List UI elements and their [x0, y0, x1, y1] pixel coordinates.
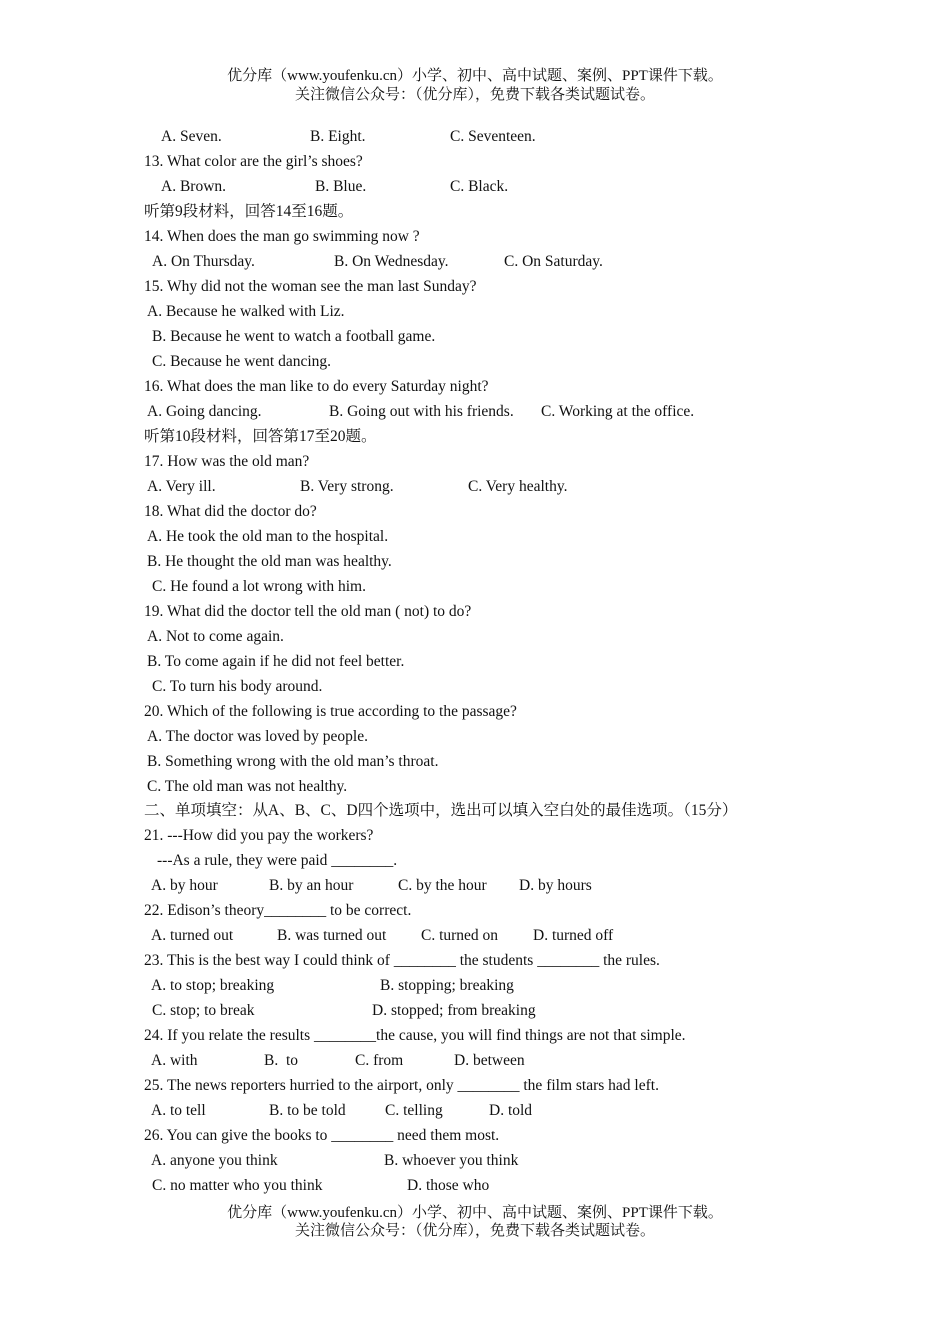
q23-option-a: A. to stop; breaking — [151, 977, 275, 994]
q24-stem: 24. If you relate the results ________the cause, you will find things are not that simple. — [144, 1027, 686, 1044]
q16-stem: 16. What does the man like to do every Saturday night? — [144, 378, 489, 395]
q20-option-c: C. The old man was not healthy. — [147, 778, 348, 795]
q16-option-b: B. Going out with his friends. — [329, 403, 514, 420]
q24-option-b: B. to — [264, 1052, 299, 1069]
q26-option-d: D. those who — [407, 1177, 490, 1194]
q20-stem: 20. Which of the following is true according to the passage? — [144, 703, 517, 720]
q18-option-b: B. He thought the old man was healthy. — [147, 553, 392, 570]
q17-option-c: C. Very healthy. — [468, 478, 568, 495]
q17-option-a: A. Very ill. — [147, 478, 216, 495]
q25-option-c: C. telling — [385, 1102, 443, 1119]
q22-option-b: B. was turned out — [277, 927, 387, 944]
q13-option-b: B. Blue. — [315, 178, 367, 195]
footer-line-2: 关注微信公众号：（优分库），免费下载各类试题试卷。 — [294, 1223, 655, 1239]
q21-option-a: A. by hour — [151, 877, 218, 894]
q25-stem: 25. The news reporters hurried to the airport, only ________ the film stars had left. — [144, 1077, 659, 1094]
q23-option-b: B. stopping; breaking — [380, 977, 514, 994]
q22-option-d: D. turned off — [533, 927, 614, 944]
q24-option-d: D. between — [454, 1052, 525, 1069]
q12-option-b: B. Eight. — [310, 128, 366, 145]
q24-option-a: A. with — [151, 1052, 198, 1069]
q23-option-d: D. stopped; from breaking — [372, 1002, 536, 1019]
q17-option-b: B. Very strong. — [300, 478, 394, 495]
q15-option-a: A. Because he walked with Liz. — [147, 303, 345, 320]
q21-option-c: C. by the hour — [398, 877, 487, 894]
q25-option-b: B. to be told — [269, 1102, 346, 1119]
q15-option-c: C. Because he went dancing. — [152, 353, 332, 370]
q24-option-c: C. from — [355, 1052, 404, 1069]
q20-option-b: B. Something wrong with the old man’s throat. — [147, 753, 439, 770]
q23-stem: 23. This is the best way I could think of ________ the students ________ the rules. — [144, 952, 660, 969]
q21-option-d: D. by hours — [519, 877, 592, 894]
q26-stem: 26. You can give the books to ________ need them most. — [144, 1127, 500, 1144]
q18-stem: 18. What did the doctor do? — [144, 503, 317, 520]
q16-option-a: A. Going dancing. — [147, 403, 262, 420]
header-line-2: 关注微信公众号：（优分库），免费下载各类试题试卷。 — [294, 87, 655, 103]
q16-option-c: C. Working at the office. — [541, 403, 695, 420]
q19-option-b: B. To come again if he did not feel better. — [147, 653, 405, 670]
q13-option-c: C. Black. — [450, 178, 509, 195]
q22-option-a: A. turned out — [151, 927, 234, 944]
q23-option-c: C. stop; to break — [152, 1002, 255, 1019]
q15-stem: 15. Why did not the woman see the man last Sunday? — [144, 278, 477, 295]
q17-stem: 17. How was the old man? — [144, 453, 310, 470]
q14-stem: 14. When does the man go swimming now ? — [144, 228, 420, 245]
q18-option-c: C. He found a lot wrong with him. — [152, 578, 366, 595]
q13-option-a: A. Brown. — [161, 178, 227, 195]
q25-option-a: A. to tell — [151, 1102, 206, 1119]
section-9-instruction: 听第9段材料，回答14至16题。 — [144, 203, 354, 220]
q19-stem: 19. What did the doctor tell the old man ( not) to do? — [144, 603, 472, 620]
q20-option-a: A. The doctor was loved by people. — [147, 728, 368, 745]
q14-option-b: B. On Wednesday. — [334, 253, 449, 270]
section-10-instruction: 听第10段材料，回答第17至20题。 — [144, 428, 377, 445]
q19-option-a: A. Not to come again. — [147, 628, 284, 645]
q22-option-c: C. turned on — [421, 927, 499, 944]
q26-option-b: B. whoever you think — [384, 1152, 519, 1169]
q15-option-b: B. Because he went to watch a football game. — [152, 328, 436, 345]
q26-option-c: C. no matter who you think — [152, 1177, 323, 1194]
q18-option-a: A. He took the old man to the hospital. — [147, 528, 389, 545]
q21-stem-reply: ---As a rule, they were paid ________. — [157, 852, 398, 869]
q26-option-a: A. anyone you think — [151, 1152, 278, 1169]
header-line-1: 优分库（www.youfenku.cn）小学、初中、高中试题、案例、PPT课件下载。 — [227, 68, 723, 84]
q14-option-a: A. On Thursday. — [152, 253, 255, 270]
q13-stem: 13. What color are the girl’s shoes? — [144, 153, 363, 170]
q21-stem: 21. ---How did you pay the workers? — [144, 827, 374, 844]
part-2-heading: 二、单项填空：从A、B、C、D四个选项中，选出可以填入空白处的最佳选项。（15分） — [144, 802, 738, 819]
q12-option-c: C. Seventeen. — [450, 128, 536, 145]
q25-option-d: D. told — [489, 1102, 533, 1119]
q14-option-c: C. On Saturday. — [504, 253, 603, 270]
q21-option-b: B. by an hour — [269, 877, 354, 894]
footer-line-1: 优分库（www.youfenku.cn）小学、初中、高中试题、案例、PPT课件下载。 — [227, 1205, 723, 1221]
q12-option-a: A. Seven. — [161, 128, 222, 145]
q22-stem: 22. Edison’s theory________ to be correct. — [144, 902, 412, 919]
q19-option-c: C. To turn his body around. — [152, 678, 323, 695]
